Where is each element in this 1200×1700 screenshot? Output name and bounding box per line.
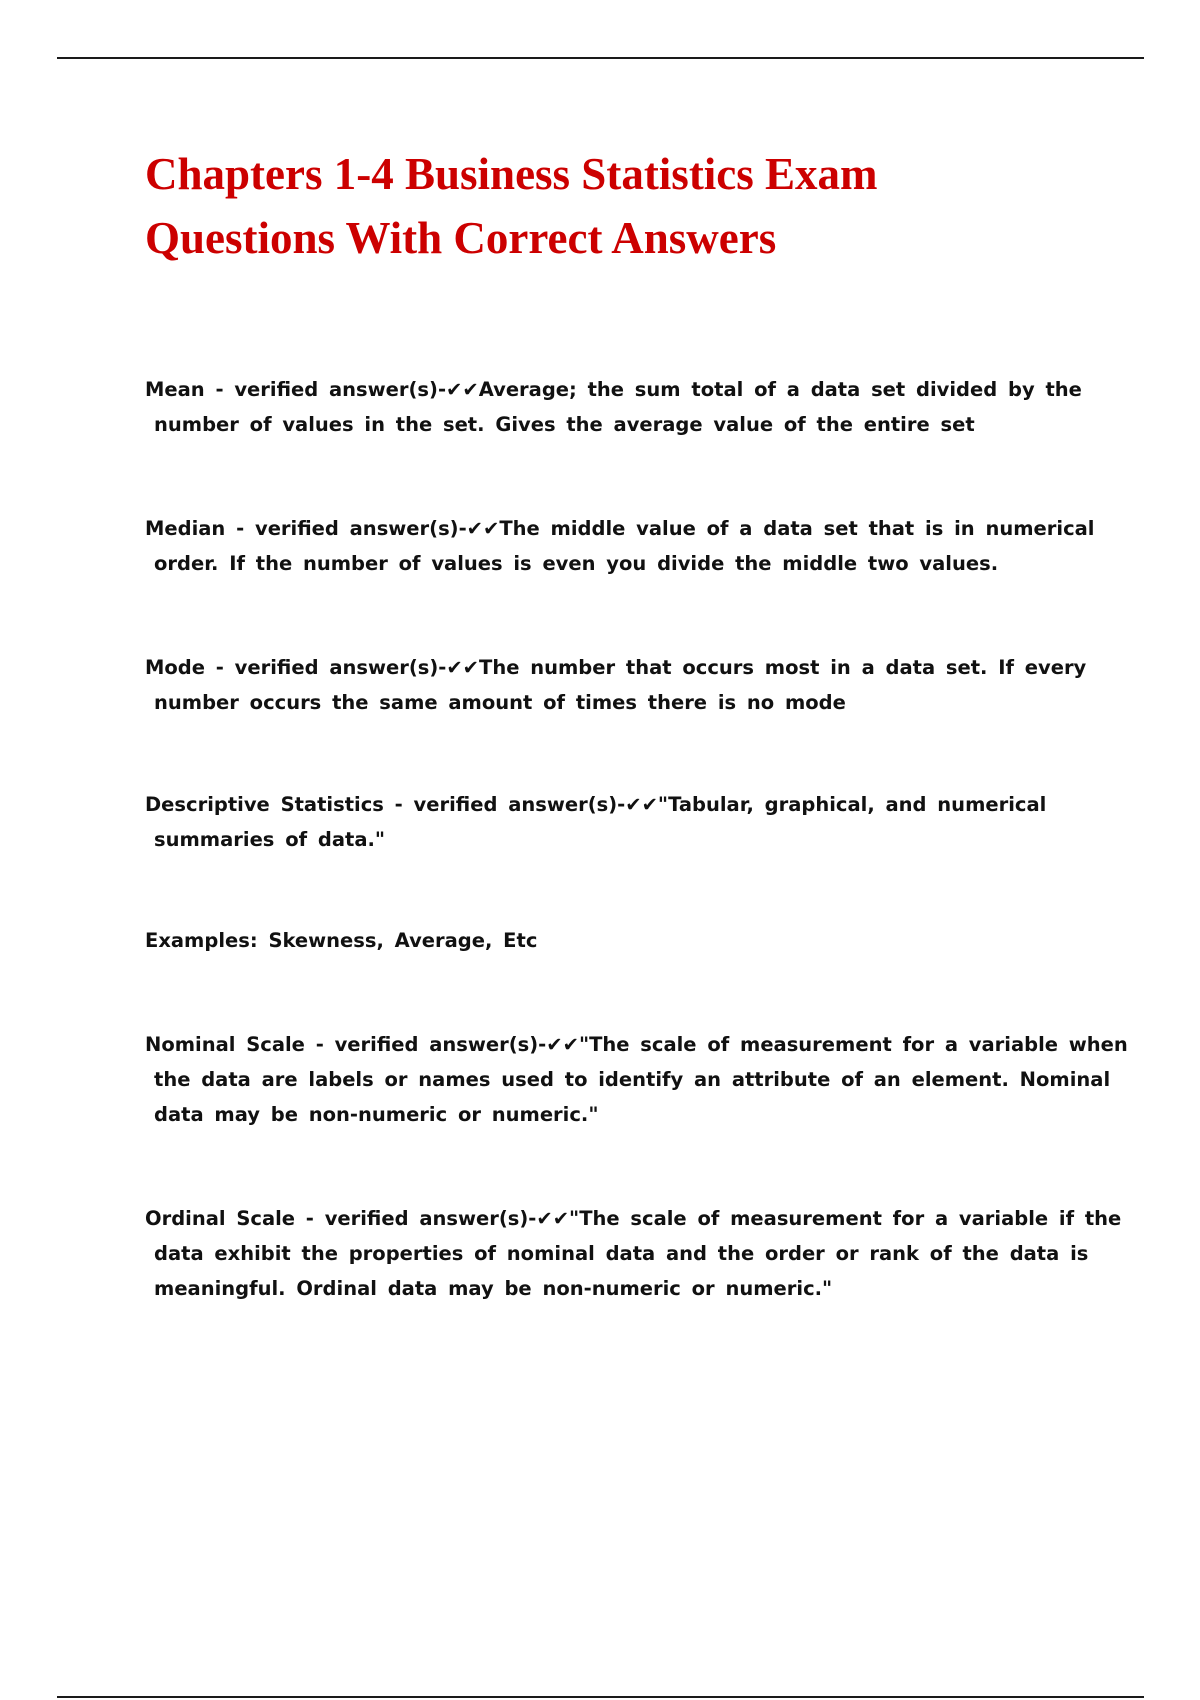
entry-line: order. If the number of values is even you divide the middle two values.	[154, 552, 999, 575]
entry-line: number of values in the set. Gives the average value of the entire set	[154, 413, 975, 436]
entry-mode	[145, 650, 1087, 720]
title-line-2: Questions With Correct Answers	[145, 213, 777, 263]
entry-line: Median - verified answer(s)-✔✔The middle value of a data set that is in numerical	[145, 517, 1095, 540]
entry-line: meaningful. Ordinal data may be non-numeric or numeric."	[154, 1277, 833, 1300]
document-title	[145, 142, 1045, 270]
entry-mean	[145, 372, 1082, 442]
title-line-1: Chapters 1-4 Business Statistics Exam	[145, 149, 878, 199]
entry-line: Ordinal Scale - verified answer(s)-✔✔"The scale of measurement for a variable if the	[145, 1207, 1122, 1230]
entry-line: number occurs the same amount of times there is no mode	[154, 691, 846, 714]
entry-line: Mode - verified answer(s)-✔✔The number that occurs most in a data set. If every	[145, 656, 1087, 679]
entry-line: data exhibit the properties of nominal data and the order or rank of the data is	[154, 1242, 1089, 1265]
entry-line: Descriptive Statistics - verified answer(s)-✔✔"Tabular, graphical, and numerical	[145, 793, 1047, 816]
entry-median	[145, 511, 1095, 581]
entry-line: Mean - verified answer(s)-✔✔Average; the sum total of a data set divided by the	[145, 378, 1082, 401]
entry-examples	[145, 923, 1075, 958]
entry-ordinal-scale	[145, 1201, 1122, 1306]
entry-line: summaries of data."	[154, 828, 386, 851]
entry-descriptive-statistics	[145, 787, 1075, 857]
entry-line: the data are labels or names used to identify an attribute of an element. Nominal	[154, 1068, 1111, 1091]
entry-nominal-scale	[145, 1027, 1128, 1132]
entry-line: data may be non-numeric or numeric."	[154, 1103, 599, 1126]
entry-line: Examples: Skewness, Average, Etc	[145, 929, 538, 952]
entry-line: Nominal Scale - verified answer(s)-✔✔"The scale of measurement for a variable when	[145, 1033, 1128, 1056]
top-rule	[57, 57, 1144, 59]
bottom-rule	[57, 1696, 1144, 1698]
